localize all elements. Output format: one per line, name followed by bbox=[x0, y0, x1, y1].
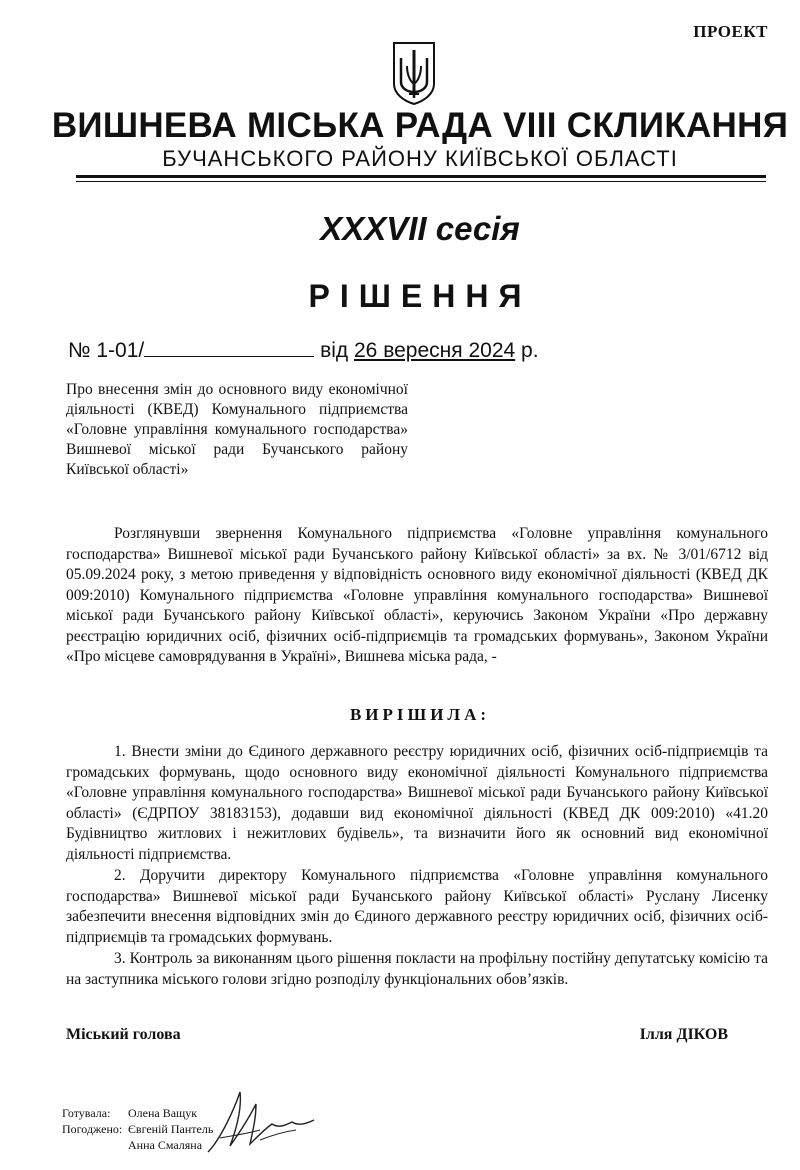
resolution-item-1 bbox=[66, 742, 768, 865]
decision-date: 26 вересня 2024 bbox=[354, 339, 516, 362]
agreed-by-2: Анна Смаляна bbox=[128, 1138, 203, 1152]
decision-subject: Про внесення змін до основного виду економічної діяльності (КВЕД) Комунального підприємства «Головне управління комунального господарства» Вишневої міської ради Бучанського району Київської області» bbox=[66, 381, 408, 478]
header-rule-thick bbox=[76, 175, 766, 178]
agreed-by-1: Євгеній Пантель bbox=[128, 1122, 214, 1136]
resolution-item-2 bbox=[66, 866, 768, 948]
header-rule-thin bbox=[76, 181, 766, 182]
resolution-item-text: 1. Внести зміни до Єдиного державного реєстру юридичних осіб, фізичних осіб-підприємців та громадських формувань, щодо основного виду економічної діяльності Комунального підприємства «Головне управління комунального господарства» Вишневої міської ради Бучанського району Київської області» (ЄДРПОУ 38183153), додавши вид економічної діяльності (КВЕД ДК 009:2010) «41.20 Будівництво житлових і нежитлових будівель», та визначити його як основний вид економічної діяльності підприємства. bbox=[66, 743, 768, 863]
council-district: БУЧАНСЬКОГО РАЙОНУ КИЇВСЬКОЇ ОБЛАСТІ bbox=[162, 146, 678, 171]
decision-number-prefix: № 1-01/ bbox=[68, 339, 145, 362]
agreed-label: Погоджено: bbox=[62, 1122, 123, 1136]
intro-text: Розглянувши звернення Комунального підприємства «Головне управління комунального господарства» Вишневої міської ради Бучанського району Київської області» за вх. № 3/01/6712 від 05.09.2024 року, з метою приведення у відповідність основного виду економічної діяльності (КВЕД ДК 009:2010) Комунального підприємства «Головне управління комунального господарства» Вишневої міської ради Бучанського району Київської області», керуючись Законом України «Про державну реєстрацію юридичних осіб, фізичних осіб-підприємців та громадських формувань», Законом України «Про місцеве самоврядування в Україні», Вишнева міська рада, - bbox=[66, 525, 768, 665]
council-title: ВИШНЕВА МІСЬКА РАДА VIII СКЛИКАННЯ bbox=[51, 106, 789, 145]
decision-title: РІШЕННЯ bbox=[308, 278, 532, 314]
resolved-heading: ВИРІШИЛА: bbox=[349, 705, 491, 724]
date-suffix: р. bbox=[521, 339, 539, 362]
draft-mark: ПРОЕКТ bbox=[693, 22, 768, 41]
prepared-by: Олена Ващук bbox=[128, 1106, 198, 1120]
handwritten-signature-icon bbox=[200, 1080, 320, 1165]
approval-footer bbox=[62, 1105, 213, 1153]
date-from-word: від bbox=[320, 339, 349, 362]
session-title: XXXVII сесія bbox=[320, 210, 520, 247]
prepared-label: Готувала: bbox=[62, 1106, 111, 1120]
resolution-item-text: 2. Доручити директору Комунального підприємства «Головне управління комунального господарства» Вишневої міської ради Бучанського району Київської області» Руслану Лисенку забезпечити внесення відповідних змін до Єдиного державного реєстру юридичних осіб, фізичних осіб-підприємців та громадських формувань. bbox=[66, 867, 768, 946]
number-blank bbox=[144, 338, 314, 357]
signatory-position: Міський голова bbox=[66, 1026, 181, 1043]
decision-number-line bbox=[68, 338, 539, 363]
resolution-item-text: 3. Контроль за виконанням цього рішення покласти на профільну постійну депутатську комісію та на заступника міського голови згідно розподілу функціональних обов’язків. bbox=[66, 950, 768, 988]
intro-paragraph bbox=[66, 524, 768, 668]
coat-of-arms-icon bbox=[391, 40, 437, 106]
signatory-name: Ілля ДІКОВ bbox=[639, 1026, 728, 1043]
resolution-item-3 bbox=[66, 949, 768, 990]
